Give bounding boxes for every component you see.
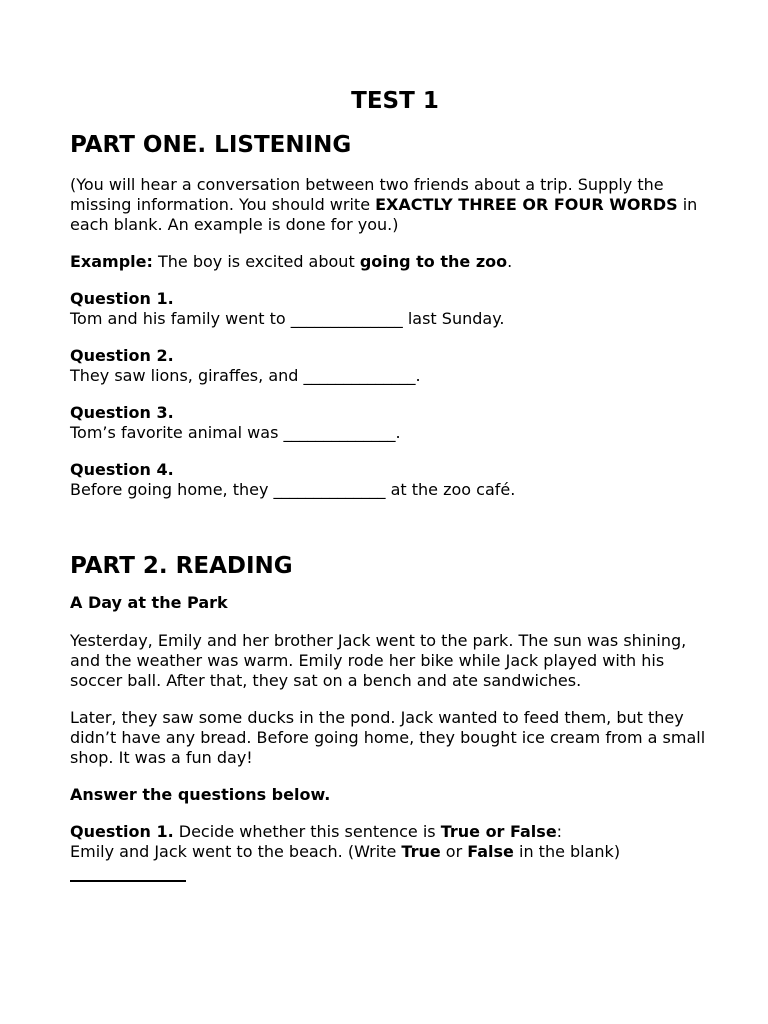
intro-text-2: in each blank. An example is done for you.) xyxy=(70,195,698,234)
q1-bold-3: False xyxy=(467,842,514,861)
question-text: They saw lions, giraffes, and ______________. xyxy=(70,366,421,385)
q1-text-5: in the blank) xyxy=(513,842,621,861)
q1-bold-1: True or False xyxy=(440,822,557,841)
question-label: Question 2. xyxy=(70,346,174,365)
question-label: Question 1. xyxy=(70,289,174,308)
q1-text-3: Emily and Jack went to the beach. (Write xyxy=(70,842,402,861)
document-page xyxy=(70,86,720,882)
story-paragraph-2: Later, they saw some ducks in the pond. Jack wanted to feed them, but they didn’t have any bread. Before going home, they bought ice cream from a small shop. It was a fun day! xyxy=(70,708,706,767)
example-text-1: The boy is excited about xyxy=(152,252,360,271)
intro-text-1: (You will hear a conversation between two friends about a trip. Supply the missing information. You should write xyxy=(70,175,664,214)
story-title: A Day at the Park xyxy=(70,593,228,612)
question-text: Tom’s favorite animal was ______________. xyxy=(70,423,401,442)
intro-bold: EXACTLY THREE OR FOUR WORDS xyxy=(375,195,678,214)
q1-bold-2: True xyxy=(401,842,441,861)
q1-text-1: Decide whether this sentence is xyxy=(173,822,441,841)
listening-question-1 xyxy=(70,289,720,329)
question-label: Question 1. xyxy=(70,822,174,841)
q1-text-4: or xyxy=(440,842,468,861)
question-label: Question 4. xyxy=(70,460,174,479)
example-sentence xyxy=(70,252,720,272)
part-one-title: PART ONE. LISTENING xyxy=(70,132,352,158)
answer-blank-line xyxy=(70,868,186,882)
question-text: Tom and his family went to ______________ last Sunday. xyxy=(70,309,505,328)
listening-question-2 xyxy=(70,346,720,386)
reading-question-1-statement xyxy=(70,842,720,862)
listening-question-3 xyxy=(70,403,720,443)
question-label: Question 3. xyxy=(70,403,174,422)
example-text-2: . xyxy=(507,252,513,271)
example-label: Example: xyxy=(70,252,153,271)
answer-heading: Answer the questions below. xyxy=(70,785,331,804)
listening-instructions xyxy=(70,175,720,235)
question-text: Before going home, they ______________ at the zoo café. xyxy=(70,480,516,499)
reading-question-1 xyxy=(70,822,720,882)
test-title: TEST 1 xyxy=(351,88,439,114)
q1-text-2: : xyxy=(556,822,563,841)
part-two-title: PART 2. READING xyxy=(70,553,293,579)
example-answer: going to the zoo xyxy=(359,252,508,271)
story-paragraph-1: Yesterday, Emily and her brother Jack went to the park. The sun was shining, and the weather was warm. Emily rode her bike while Jack played with his soccer ball. After that, they sat on a bench and ate sandwiches. xyxy=(70,631,687,690)
listening-question-4 xyxy=(70,460,720,500)
reading-question-1-prompt xyxy=(70,822,720,842)
